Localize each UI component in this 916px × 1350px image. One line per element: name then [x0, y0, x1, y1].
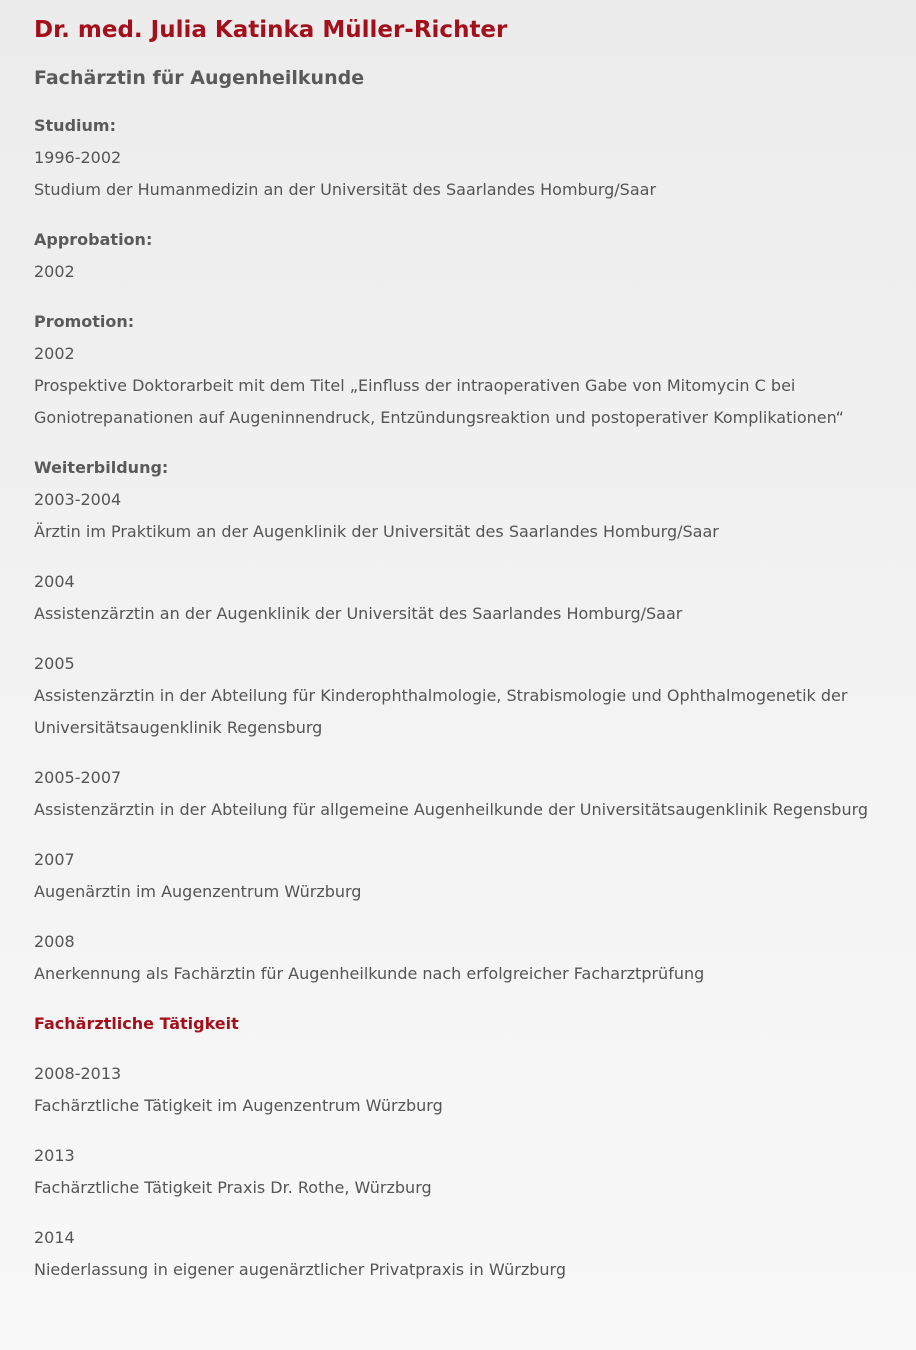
studium-text: Studium der Humanmedizin an der Universität des Saarlandes Homburg/Saar: [34, 180, 657, 199]
entry-text: Assistenzärztin an der Augenklinik der Universität des Saarlandes Homburg/Saar: [34, 604, 683, 623]
taetigkeit-entry: [34, 1222, 894, 1286]
entry-year: 2014: [34, 1228, 75, 1247]
entry-text: Ärztin im Praktikum an der Augenklinik der Universität des Saarlandes Homburg/Saar: [34, 522, 719, 541]
section-taetigkeit: [34, 1008, 894, 1286]
weiterbildung-label: Weiterbildung:: [34, 458, 169, 477]
entry-year: 2007: [34, 850, 75, 869]
entry-year: 2008: [34, 932, 75, 951]
taetigkeit-entry: [34, 1140, 894, 1204]
section-studium: [34, 110, 894, 206]
promotion-label: Promotion:: [34, 312, 135, 331]
entry-text: Fachärztliche Tätigkeit Praxis Dr. Rothe, Würzburg: [34, 1178, 432, 1197]
promotion-text-line-2: Goniotrepanationen auf Augeninnendruck, Entzündungsreaktion und postoperativer Komplikationen“: [34, 408, 844, 427]
doctor-specialty: Fachärztin für Augenheilkunde: [34, 67, 365, 89]
approbation-label: Approbation:: [34, 230, 153, 249]
section-promotion: [34, 306, 894, 434]
weiterbildung-entry: [34, 648, 894, 744]
entry-text: Niederlassung in eigener augenärztlicher Privatpraxis in Würzburg: [34, 1260, 566, 1279]
weiterbildung-entry: [34, 484, 894, 548]
promotion-year: 2002: [34, 344, 75, 363]
approbation-year: 2002: [34, 262, 75, 281]
doctor-name: Dr. med. Julia Katinka Müller-Richter: [34, 17, 508, 43]
studium-year: 1996-2002: [34, 148, 122, 167]
section-approbation: [34, 224, 894, 288]
entry-year: 2008-2013: [34, 1064, 122, 1083]
section-weiterbildung: [34, 452, 894, 990]
entry-text: Anerkennung als Fachärztin für Augenheilkunde nach erfolgreicher Facharztprüfung: [34, 964, 705, 983]
entry-text: Augenärztin im Augenzentrum Würzburg: [34, 882, 362, 901]
promotion-text-line-1: Prospektive Doktorarbeit mit dem Titel „Einfluss der intraoperativen Gabe von Mitomycin C bei: [34, 376, 796, 395]
studium-label: Studium:: [34, 116, 116, 135]
entry-year: 2004: [34, 572, 75, 591]
entry-text: Assistenzärztin in der Abteilung für allgemeine Augenheilkunde der Universitätsaugenklinik Regensburg: [34, 800, 869, 819]
entry-text: Fachärztliche Tätigkeit im Augenzentrum Würzburg: [34, 1096, 443, 1115]
entry-year: 2003-2004: [34, 490, 122, 509]
entry-year: 2005-2007: [34, 768, 122, 787]
weiterbildung-entry: [34, 762, 894, 826]
cv-content: [34, 14, 894, 1286]
weiterbildung-entry: [34, 566, 894, 630]
weiterbildung-entry: [34, 844, 894, 908]
entry-year: 2013: [34, 1146, 75, 1165]
weiterbildung-entry: [34, 926, 894, 990]
entry-year: 2005: [34, 654, 75, 673]
taetigkeit-heading: Fachärztliche Tätigkeit: [34, 1014, 239, 1033]
entry-text-continued: Universitätsaugenklinik Regensburg: [34, 718, 323, 737]
taetigkeit-entry: [34, 1058, 894, 1122]
entry-text: Assistenzärztin in der Abteilung für Kinderophthalmologie, Strabismologie und Ophthalmogenetik der: [34, 686, 848, 705]
